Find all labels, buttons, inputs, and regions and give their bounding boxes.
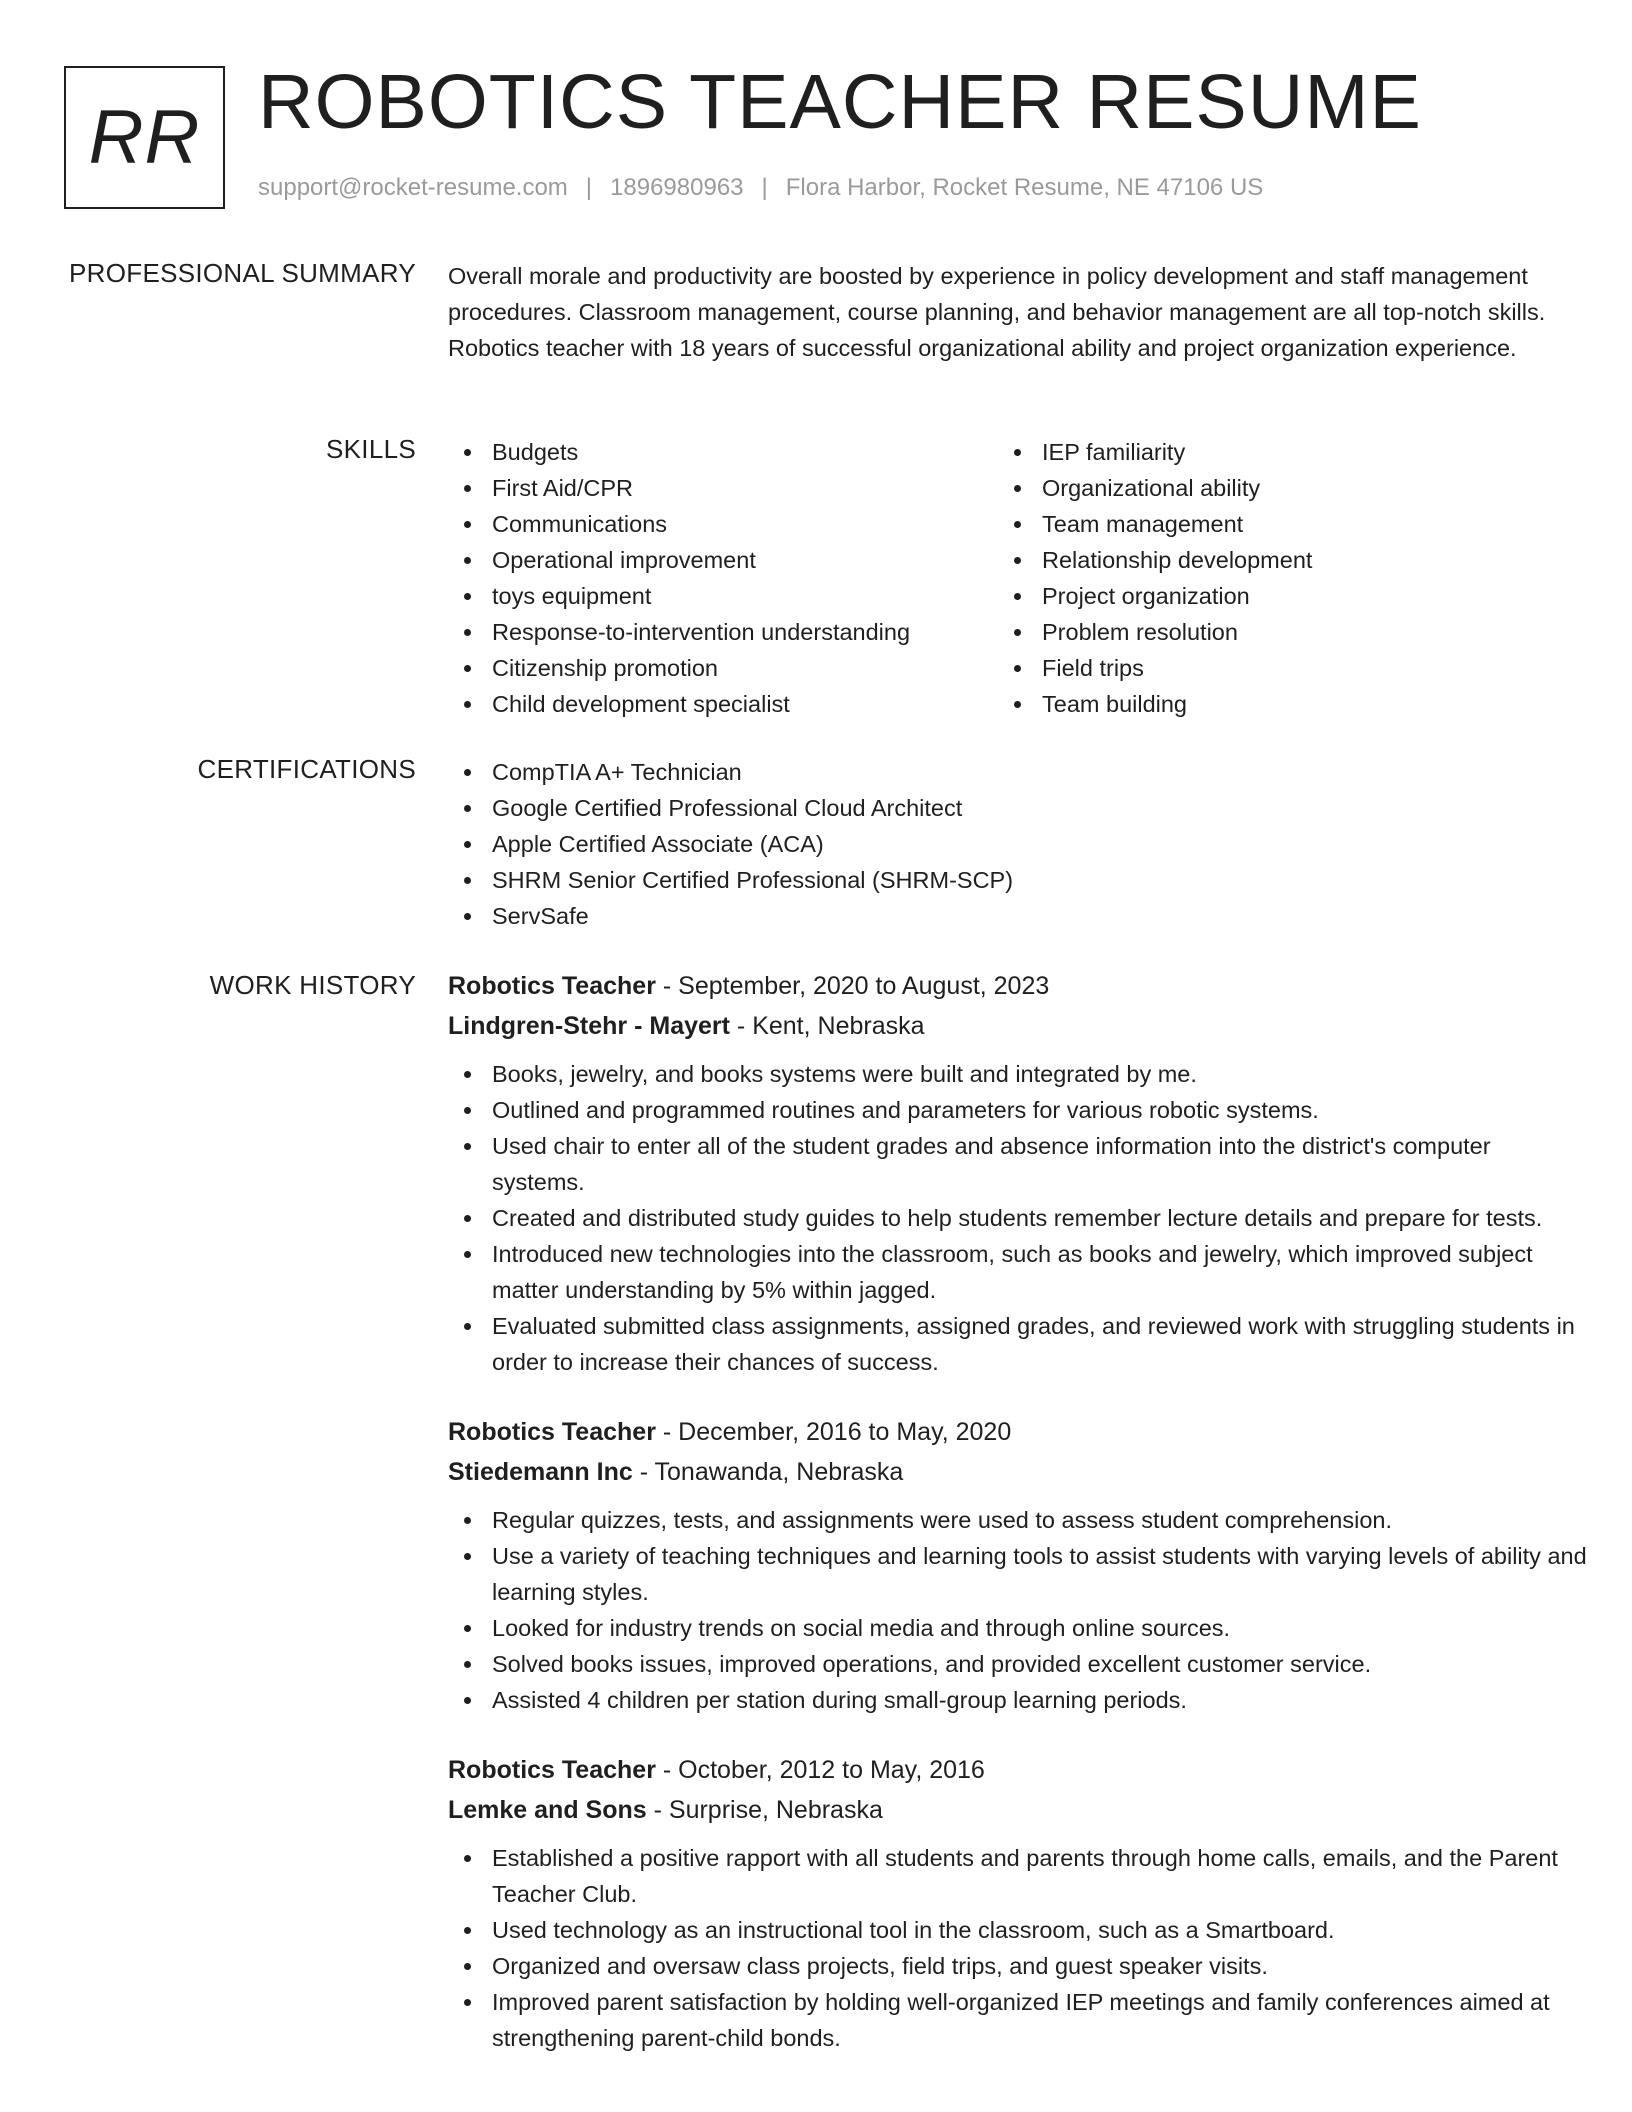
monogram-box	[64, 66, 225, 209]
resume-title: ROBOTICS TEACHER RESUME	[258, 59, 1422, 145]
skill-item: Communications	[448, 506, 998, 542]
skills-body	[448, 434, 1628, 722]
job-dates: - December, 2016 to May, 2020	[655, 1418, 1012, 1446]
job-title: Robotics Teacher	[448, 972, 656, 1000]
job-title: Robotics Teacher	[448, 1418, 656, 1446]
job-title-line	[448, 966, 1628, 1006]
certification-item: ServSafe	[448, 898, 1628, 934]
job-title: Robotics Teacher	[448, 1756, 656, 1784]
job-bullet: Used technology as an instructional tool in the classroom, such as a Smartboard.	[448, 1912, 1588, 1948]
job-bullet: Organized and oversaw class projects, field trips, and guest speaker visits.	[448, 1948, 1588, 1984]
skill-item: Relationship development	[998, 542, 1548, 578]
job-entry	[448, 1750, 1628, 2056]
job-company-line	[448, 1006, 1628, 1046]
job-location: - Kent, Nebraska	[729, 1012, 925, 1040]
job-entry	[448, 966, 1628, 1380]
skill-item: Operational improvement	[448, 542, 998, 578]
skill-item: Citizenship promotion	[448, 650, 998, 686]
job-bullet: Use a variety of teaching techniques and learning tools to assist students with varying levels of ability and learning styles.	[448, 1538, 1588, 1610]
job-location: - Tonawanda, Nebraska	[632, 1458, 904, 1486]
certification-item: Google Certified Professional Cloud Architect	[448, 790, 1628, 826]
contact-email[interactable]: support@rocket-resume.com	[258, 174, 568, 201]
job-entry	[448, 1412, 1628, 1718]
job-bullet: Created and distributed study guides to help students remember lecture details and prepare for tests.	[448, 1200, 1588, 1236]
section-label-skills: SKILLS	[326, 434, 416, 464]
skill-item: Organizational ability	[998, 470, 1548, 506]
skill-item: Project organization	[998, 578, 1548, 614]
job-company: Lemke and Sons	[448, 1796, 647, 1824]
job-bullet: Assisted 4 children per station during small-group learning periods.	[448, 1682, 1588, 1718]
job-location: - Surprise, Nebraska	[646, 1796, 883, 1824]
job-bullets	[448, 1056, 1588, 1380]
job-title-line	[448, 1750, 1628, 1790]
contact-line	[258, 174, 1263, 202]
skills-column-2	[998, 434, 1548, 722]
job-dates: - September, 2020 to August, 2023	[655, 972, 1050, 1000]
skill-item: Team management	[998, 506, 1548, 542]
certification-item: Apple Certified Associate (ACA)	[448, 826, 1628, 862]
certification-item: SHRM Senior Certified Professional (SHRM-SCP)	[448, 862, 1628, 898]
job-bullets	[448, 1840, 1588, 2056]
job-dates: - October, 2012 to May, 2016	[655, 1756, 985, 1784]
skills-column-1	[448, 434, 998, 722]
section-label-work-history: WORK HISTORY	[209, 970, 416, 1000]
job-bullet: Introduced new technologies into the classroom, such as books and jewelry, which improved subject matter understanding by 5% within jagged.	[448, 1236, 1588, 1308]
skill-item: Team building	[998, 686, 1548, 722]
contact-separator: |	[585, 174, 593, 201]
skill-item: Child development specialist	[448, 686, 998, 722]
job-bullet: Books, jewelry, and books systems were built and integrated by me.	[448, 1056, 1588, 1092]
skill-item: IEP familiarity	[998, 434, 1548, 470]
certifications-body	[448, 754, 1628, 934]
certification-item: CompTIA A+ Technician	[448, 754, 1628, 790]
job-title-line	[448, 1412, 1628, 1452]
job-bullet: Used chair to enter all of the student grades and absence information into the district's computer systems.	[448, 1128, 1588, 1200]
job-bullet: Outlined and programmed routines and parameters for various robotic systems.	[448, 1092, 1588, 1128]
job-company-line	[448, 1790, 1628, 1830]
resume-header	[64, 59, 1568, 210]
summary-body	[448, 258, 1628, 366]
job-bullet: Regular quizzes, tests, and assignments were used to assess student comprehension.	[448, 1502, 1588, 1538]
job-company: Stiedemann Inc	[448, 1458, 633, 1486]
job-company: Lindgren-Stehr - Mayert	[448, 1012, 730, 1040]
job-bullet: Looked for industry trends on social media and through online sources.	[448, 1610, 1588, 1646]
contact-address: Flora Harbor, Rocket Resume, NE 47106 US	[785, 174, 1264, 201]
contact-phone[interactable]: 1896980963	[610, 174, 744, 201]
skill-item: First Aid/CPR	[448, 470, 998, 506]
job-bullet: Established a positive rapport with all students and parents through home calls, emails, and the Parent Teacher Club.	[448, 1840, 1588, 1912]
skill-item: Problem resolution	[998, 614, 1548, 650]
summary-text: Overall morale and productivity are boosted by experience in policy development and staff management procedures. Classroom management, course planning, and behavior management are all top-notch skills. Robotics teacher with 18 years of successful organizational ability and project organization experience.	[448, 263, 1546, 361]
job-bullets	[448, 1502, 1588, 1718]
job-bullet: Solved books issues, improved operations, and provided excellent customer service.	[448, 1646, 1588, 1682]
section-label-certifications: CERTIFICATIONS	[197, 754, 416, 784]
job-bullet: Evaluated submitted class assignments, assigned grades, and reviewed work with struggling students in order to increase their chances of success.	[448, 1308, 1588, 1380]
contact-separator: |	[761, 174, 768, 201]
monogram-initials: RR	[88, 95, 201, 180]
work-history-body	[448, 966, 1628, 2088]
skill-item: Field trips	[998, 650, 1548, 686]
job-bullet: Improved parent satisfaction by holding well-organized IEP meetings and family conferences aimed at strengthening parent-child bonds.	[448, 1984, 1588, 2056]
skill-item: Budgets	[448, 434, 998, 470]
skill-item: toys equipment	[448, 578, 998, 614]
skill-item: Response-to-intervention understanding	[448, 614, 998, 650]
certifications-list	[448, 754, 1628, 934]
job-company-line	[448, 1452, 1628, 1492]
section-label-summary: PROFESSIONAL SUMMARY	[69, 258, 416, 288]
